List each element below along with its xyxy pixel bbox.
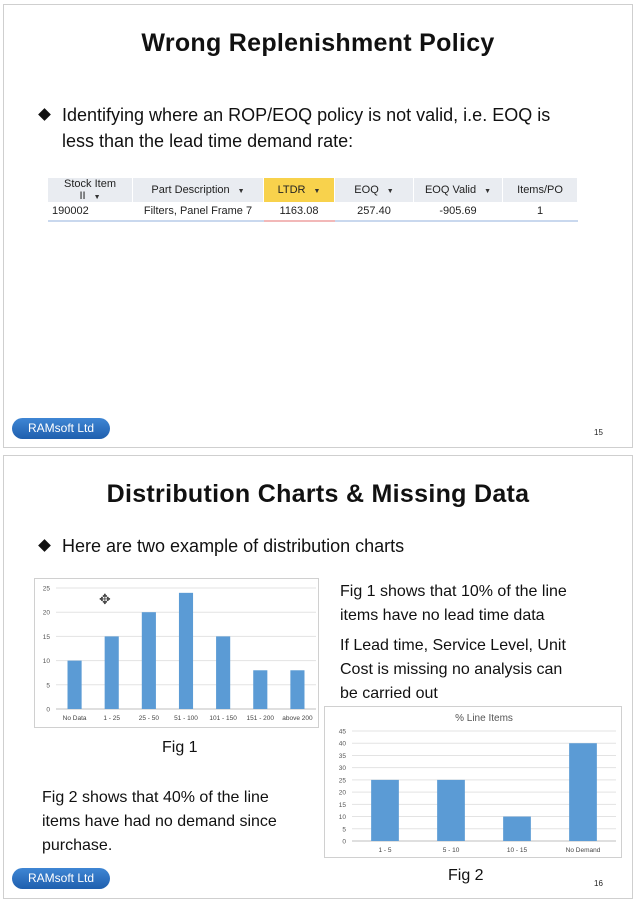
bar (142, 612, 156, 709)
slide-title: Wrong Replenishment Policy (141, 29, 495, 57)
y-tick-label: 15 (338, 801, 346, 809)
text-line: purchase. (42, 837, 113, 854)
fig1-chart-container (34, 578, 319, 733)
y-tick-label: 25 (42, 585, 50, 593)
page-number: 15 (594, 428, 603, 437)
bar (179, 593, 193, 709)
text-line: Fig 2 shows that 40% of the line (42, 789, 269, 806)
y-tick-label: 10 (338, 814, 346, 822)
mouse-cursor-icon: ✥ (99, 591, 111, 607)
page-number: 16 (594, 879, 603, 888)
x-tick-label: 101 - 150 (209, 715, 237, 722)
dropdown-arrow-icon: ▼ (237, 188, 245, 195)
y-tick-label: 35 (338, 752, 346, 760)
y-tick-label: 20 (338, 789, 346, 797)
y-tick-label: 5 (342, 826, 346, 834)
bar (371, 780, 399, 841)
slide-title: Distribution Charts & Missing Data (106, 480, 530, 508)
fig1-bar-chart (34, 578, 319, 728)
x-tick-label: No Demand (565, 847, 601, 854)
bar (68, 661, 82, 709)
slide-15 (3, 4, 633, 448)
bullet-text-line1: Identifying where an ROP/EOQ policy is not valid, i.e. EOQ is (62, 105, 551, 125)
x-tick-label: 10 - 15 (506, 847, 528, 854)
text-line: be carried out (340, 685, 438, 702)
y-tick-label: 0 (342, 838, 346, 846)
table-cell: -905.69 (414, 202, 503, 221)
diamond-bullet-icon (38, 539, 51, 552)
bar (216, 636, 230, 709)
y-tick-label: 15 (42, 633, 50, 641)
dropdown-arrow-icon: ▼ (484, 188, 492, 195)
y-tick-label: 0 (46, 706, 50, 714)
dropdown-arrow-icon: ▼ (313, 188, 321, 195)
y-tick-label: 30 (338, 765, 346, 773)
bar (105, 636, 119, 709)
column-header[interactable]: EOQ ▼ (335, 178, 414, 202)
dropdown-arrow-icon: ▼ (386, 188, 394, 195)
bar (290, 670, 304, 709)
fig1-caption: Fig 1 (162, 739, 198, 756)
x-tick-label: 1 - 25 (103, 715, 121, 722)
bar (569, 743, 597, 841)
x-tick-label: 5 - 10 (442, 847, 460, 854)
bullet-text: Here are two example of distribution charts (62, 536, 405, 556)
table-cell: Filters, Panel Frame 7 (133, 202, 264, 221)
column-header[interactable]: Part Description ▼ (133, 178, 264, 202)
fig2-bar-chart (324, 706, 622, 858)
bar (437, 780, 465, 841)
column-header[interactable]: Items/PO (503, 178, 578, 202)
x-tick-label: 151 - 200 (246, 715, 275, 722)
bullet-item (40, 533, 600, 559)
x-tick-label: No Data (62, 715, 87, 722)
fig1-description (340, 580, 567, 628)
fig2-caption: Fig 2 (448, 867, 484, 884)
x-tick-label: 25 - 50 (138, 715, 159, 722)
text-line: items have no lead time data (340, 607, 545, 624)
text-line: Cost is missing no analysis can (340, 661, 563, 678)
diamond-bullet-icon (38, 108, 51, 121)
missing-data-description (340, 634, 566, 706)
y-tick-label: 5 (46, 682, 50, 690)
bullet-item (40, 102, 600, 154)
column-header[interactable]: LTDR ▼ (264, 178, 335, 202)
y-tick-label: 10 (42, 658, 50, 666)
x-tick-label: 1 - 5 (378, 847, 392, 854)
text-line: items have had no demand since (42, 813, 277, 830)
column-header[interactable]: EOQ Valid ▼ (414, 178, 503, 202)
bullet-text-line2: less than the lead time demand rate: (62, 131, 354, 151)
y-tick-label: 40 (338, 740, 346, 748)
table-row[interactable] (48, 202, 578, 221)
column-header[interactable]: Stock Item II ▼ (48, 178, 133, 202)
eoq-table (48, 178, 578, 222)
slide-16 (3, 455, 633, 899)
fig2-description (42, 786, 277, 858)
x-tick-label: 51 - 100 (174, 715, 198, 722)
table-cell: 257.40 (335, 202, 414, 221)
bar (503, 817, 531, 841)
table-header-row (48, 178, 578, 202)
table-cell: 1 (503, 202, 578, 221)
y-tick-label: 25 (338, 777, 346, 785)
company-logo: RAMsoft Ltd (12, 418, 110, 439)
y-tick-label: 45 (338, 728, 346, 736)
fig2-chart-container (324, 706, 622, 863)
x-tick-label: above 200 (282, 715, 313, 722)
table-cell: 190002 (48, 202, 133, 221)
bar (253, 670, 267, 709)
dropdown-arrow-icon: ▼ (93, 194, 101, 201)
y-tick-label: 20 (42, 609, 50, 617)
text-line: If Lead time, Service Level, Unit (340, 637, 566, 654)
table-cell: 1163.08 (264, 202, 335, 221)
company-logo: RAMsoft Ltd (12, 868, 110, 889)
chart-title: % Line Items (455, 713, 513, 724)
text-line: Fig 1 shows that 10% of the line (340, 583, 567, 600)
